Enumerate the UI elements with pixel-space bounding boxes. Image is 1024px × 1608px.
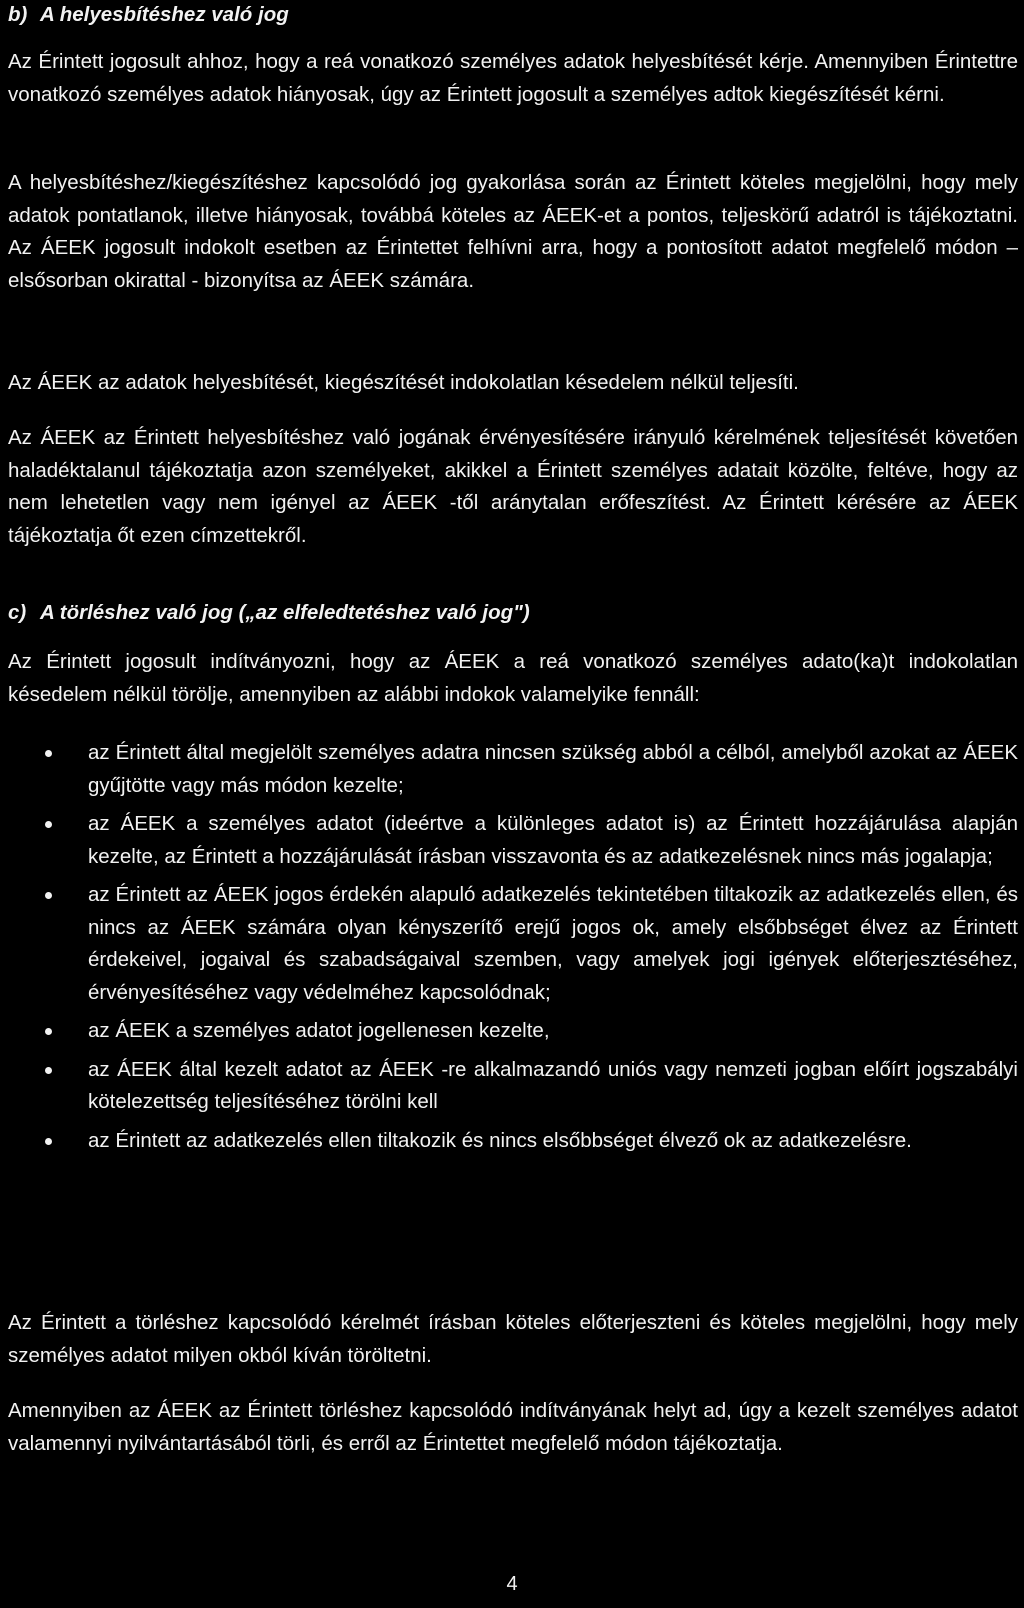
section-b-paragraph-4: Az ÁEEK az Érintett helyesbítéshez való jogának érvényesítésére irányuló kérelmének teljesítését követően haladéktalanul tájékoztatja azon személyeket, akikkel a Érintett személyes adatait közölte, feltéve, hogy az nem lehetetlen vagy nem igényel az ÁEEK -től aránytalan erőfeszítést. Az Érintett kérésére az ÁEEK tájékoztatja őt ezen címzettekről. [8,426,1018,547]
page-number: 4 [506,1573,518,1595]
section-b-title: A helyesbítéshez való jog [40,3,289,26]
list-item [8,737,1018,802]
bullet-icon [45,750,52,757]
section-c-paragraph-2: Amennyiben az ÁEEK az Érintett törléshez kapcsolódó indítványának helyt ad, úgy a kezelt személyes adatot valamennyi nyilvántartásából törli, és erről az Érintettet megfelelő módon tájékoztatja. [8,1399,1018,1455]
bullet-icon [45,1138,52,1145]
list-item-text: az Érintett az ÁEEK jogos érdekén alapuló adatkezelés tekintetében tiltakozik az adatkezelés ellen, és nincs az ÁEEK számára olyan kényszerítő erejű jogos ok, amely elsőbbséget élvez az Érintett érdekeivel, jogaival és szabadságaival szemben, vagy amelyek jogi igények előterjesztéséhez, érvényesítéséhez vagy védelméhez kapcsolódnak; [88,883,1018,1004]
list-item [8,808,1018,873]
list-item [8,1015,1018,1048]
section-b-letter: b) [8,3,28,26]
bullet-icon [45,1067,52,1074]
list-item [8,1054,1018,1119]
list-item-text: az Érintett által megjelölt személyes adatra nincsen szükség abból a célból, amelyből azokat az ÁEEK gyűjtötte vagy más módon kezelte; [88,741,1018,797]
list-item-text: az ÁEEK a személyes adatot (ideértve a különleges adatot is) az Érintett hozzájárulása alapján kezelte, az Érintett a hozzájárulását írásban visszavonta és az adatkezelésnek nincs más jogalapja; [88,812,1018,868]
section-c-title: A törléshez való jog („az elfeledtetéshez való jog") [40,601,530,624]
list-item-text: az ÁEEK a személyes adatot jogellenesen kezelte, [88,1019,550,1042]
bullet-icon [45,821,52,828]
section-c-heading [8,600,530,626]
list-item [8,1125,1018,1158]
list-item [8,879,1018,1009]
section-b-paragraph-2: A helyesbítéshez/kiegészítéshez kapcsolódó jog gyakorlása során az Érintett köteles megjelölni, hogy mely adatok pontatlanok, illetve hiányosak, továbbá köteles az ÁEEK-et a pontos, teljeskörű adatról is tájékoztatni. Az ÁEEK jogosult indokolt esetben az Érintettet felhívni arra, hogy a pontosított adatot megfelelő módon – elsősorban okirattal - bizonyítsa az ÁEEK számára. [8,171,1018,292]
deletion-reasons-list [8,737,1018,1157]
section-c-paragraph-1: Az Érintett a törléshez kapcsolódó kérelmét írásban köteles előterjeszteni és köteles megjelölni, hogy mely személyes adatot milyen okból kíván töröltetni. [8,1311,1018,1367]
list-item-text: az ÁEEK által kezelt adatot az ÁEEK -re alkalmazandó uniós vagy nemzeti jogban előírt jogszabályi kötelezettség teljesítéséhez törölni kell [88,1057,1018,1113]
bullet-icon [45,892,52,899]
section-c-intro: Az Érintett jogosult indítványozni, hogy az ÁEEK a reá vonatkozó személyes adato(ka)t indokolatlan késedelem nélkül törölje, amennyiben az alábbi indokok valamelyike fennáll: [8,650,1018,706]
section-c-letter: c) [8,601,27,624]
section-b-paragraph-1: Az Érintett jogosult ahhoz, hogy a reá vonatkozó személyes adatok helyesbítését kérje. Amennyiben Érintettre vonatkozó személyes adatok hiányosak, úgy az Érintett jogosult a személyes adtok kiegészítését kérni. [8,50,1018,106]
list-item-text: az Érintett az adatkezelés ellen tiltakozik és nincs elsőbbséget élvező ok az adatkezelésre. [88,1128,912,1152]
section-b-paragraph-3: Az ÁEEK az adatok helyesbítését, kiegészítését indokolatlan késedelem nélkül teljesíti. [8,371,799,394]
bullet-icon [45,1028,52,1035]
section-b-heading [8,2,289,28]
